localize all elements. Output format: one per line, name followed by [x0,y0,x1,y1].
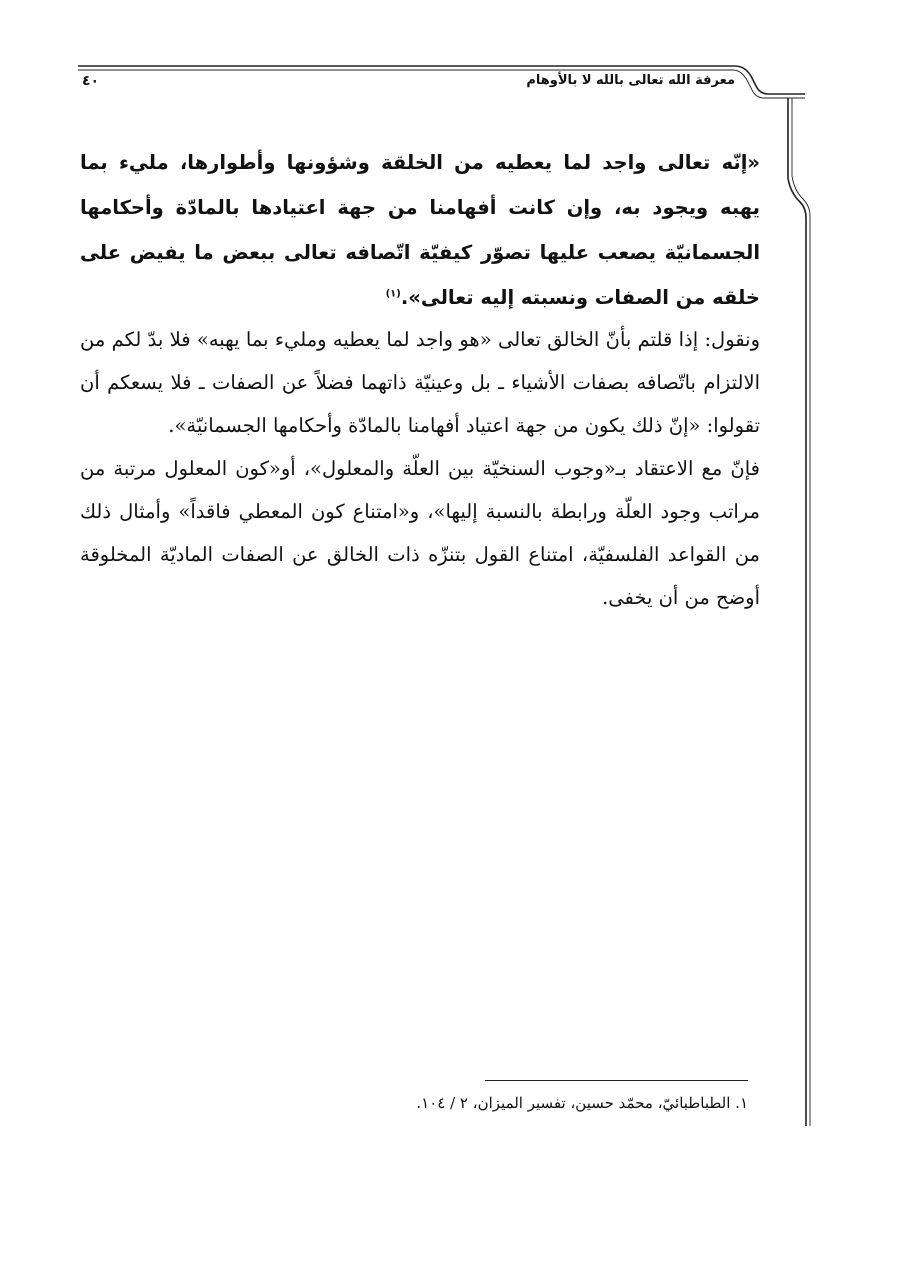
paragraph-1: ونقول: إذا قلتم بأنّ الخالق تعالى «هو واجد لما يعطيه ومليء بما يهبه» فلا بدّ لكم من الالتزام باتّصافه بصفات الأشياء ـ بل وعينيّة ذاتهما فضلاً عن الصفات ـ فلا يسعكم أن تقولوا: «إنّ ذلك يكون من جهة اعتياد أفهامنا بالمادّة وأحكامها الجسمانيّة». [80,328,760,437]
quoted-passage [80,140,760,320]
footnote-reference[interactable]: (١) [385,288,401,300]
running-header-title: معرفة الله تعالى بالله لا بالأوهام [526,73,735,88]
footnote: ١. الطباطبائيّ، محمّد حسين، تفسير الميزان، ٢ / ١٠٤. [416,1094,748,1112]
page-number: ٤٠ [82,73,100,89]
side-frame-top [788,98,806,1126]
footnote-divider [485,1080,748,1081]
side-frame-inner [792,98,810,1126]
quoted-passage-text: «إنّه تعالى واجد لما يعطيه من الخلقة وشؤونها وأطوارها، مليء بما يهبه ويجود به، وإن كانت أفهامنا من جهة اعتيادها بالمادّة وأحكامها الجسمانيّة يصعب عليها تصوّر كيفيّة اتّصافه تعالى ببعض ما يفيض على خلقه من الصفات ونسبته إليه تعالى». [80,151,760,309]
paragraph-2: فإنّ مع الاعتقاد بـ«وجوب السنخيّة بين العلّة والمعلول»، أو«كون المعلول مرتبة من مراتب وجود العلّة ورابطة بالنسبة إليها»، و«امتناع كون المعطي فاقداً» وأمثال ذلك من القواعد الفلسفيّة، امتناع القول بتنزّه ذات الخالق عن الصفات الماديّة المخلوقة أوضح من أن يخفى. [80,457,760,609]
